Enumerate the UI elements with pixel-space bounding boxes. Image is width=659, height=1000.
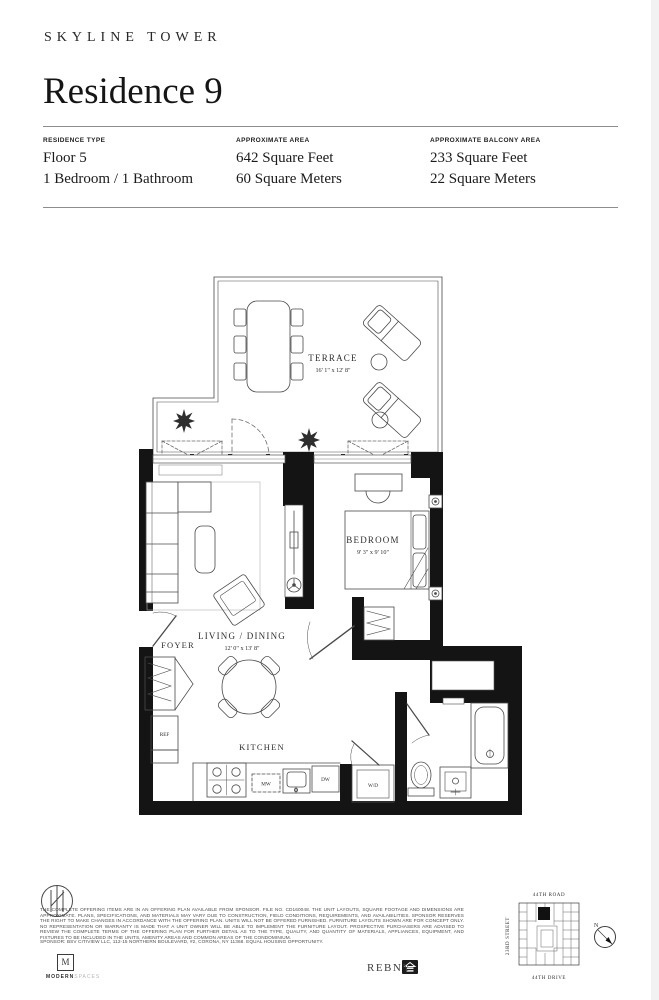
plant bbox=[293, 424, 326, 457]
toilet bbox=[408, 762, 434, 796]
bedroom-dims: 9' 3" x 9' 10" bbox=[356, 549, 390, 556]
key-plan-unit-highlight bbox=[538, 907, 550, 920]
compass bbox=[594, 923, 616, 948]
bedroom-closet bbox=[364, 607, 394, 640]
living-dining-dims: 12' 0" x 13' 8" bbox=[224, 645, 260, 652]
terrace-dining-table bbox=[234, 301, 303, 392]
brokerage-name-secondary: SPACES bbox=[74, 974, 101, 980]
wall-outlet-symbol bbox=[429, 495, 442, 508]
stove bbox=[207, 763, 246, 797]
bedroom-label: BEDROOM bbox=[346, 535, 400, 545]
spec-label: RESIDENCE TYPE bbox=[43, 137, 106, 144]
dining-table-round bbox=[217, 655, 282, 720]
brokerage-name bbox=[46, 974, 100, 980]
terrace-label: TERRACE bbox=[308, 353, 358, 363]
spec-value-line1: 642 Square Feet bbox=[236, 150, 334, 166]
washer-dryer-label: W/D bbox=[367, 783, 379, 789]
rebny-logo: REBNY bbox=[367, 962, 412, 974]
kitchen-label: KITCHEN bbox=[239, 742, 285, 752]
window-band bbox=[153, 455, 411, 463]
armchair bbox=[213, 574, 266, 627]
legal-disclaimer: THE COMPLETE OFFERING ITEMS ARE IN AN OFFERING PLAN AVAILABLE FROM SPONSOR. FILE NO. CD160048. THE UNIT LAYOUTS, SQUARE FOOTAGE AND DIMENSIONS ARE APPROXIMATE. PLANS, SPECIFICATIONS, AND MATERIALS MAY VARY DUE TO CONSTRUCTION, FIELD CONDITIONS, REQUIREMENTS, AND AVAILABILITIES. SPONSOR RESERVES THE RIGHT TO MAKE CHANGES IN ACCORDANCE WITH THE OFFERING PLAN. UNITS WILL NOT BE OFFERED FURNISHED. FURNITURE LAYOUTS SHOWN ARE FOR CONCEPT ONLY. NO REPRESENTATION OR WARRANTY IS MADE THAT A UNIT OWNER WILL BE ABLE TO IMPLEMENT THE FURNITURE LAYOUT. PROSPECTIVE PURCHASERS ARE ADVISED TO REVIEW THE COMPLETE TERMS OF THE OFFERING PLAN FOR FURTHER DETAIL AS TO THE TYPE, QUALITY, AND QUANTITY OF MATERIALS, APPLIANCES, EQUIPMENT, AND FIXTURES TO BE INCLUDED IN THE UNITS, AMENITY AREAS AND COMMON AREAS OF THE CONDOMINIUM. bbox=[40, 907, 464, 940]
page-title: Residence 9 bbox=[43, 71, 223, 112]
street-label-bottom: 44TH DRIVE bbox=[531, 976, 567, 981]
sponsor-line: SPONSOR: BSV CITIVIEW LLC, 112-15 NORTHERN BOULEVARD, #2, CORONA, NY 11368. EQUAL HOUSING OPPORTUNITY. bbox=[40, 939, 324, 944]
plant bbox=[168, 405, 201, 438]
bathroom-shelf bbox=[443, 698, 464, 704]
spec-label: APPROXIMATE AREA bbox=[236, 137, 310, 144]
street-label-top: 44TH ROAD bbox=[532, 893, 566, 898]
living-dining-label: LIVING / DINING bbox=[198, 631, 286, 641]
wall-outlet-symbol bbox=[429, 587, 442, 600]
terrace-lounge-chair bbox=[362, 381, 422, 439]
compass-north-label: N bbox=[594, 923, 599, 929]
spec-value-line1: 233 Square Feet bbox=[430, 150, 528, 166]
dishwasher-label: DW bbox=[321, 777, 330, 783]
brokerage-name-primary: MODERN bbox=[46, 974, 75, 980]
bathroom-vanity bbox=[440, 767, 471, 798]
spec-value-line2: 22 Square Meters bbox=[430, 171, 536, 187]
bedroom-console bbox=[355, 474, 402, 503]
spec-value-line2: 60 Square Meters bbox=[236, 171, 342, 187]
terrace-dims: 16' 1" x 12' 8" bbox=[315, 367, 351, 374]
terrace-door-swing bbox=[232, 419, 269, 456]
street-label-left: 23RD STREET bbox=[506, 916, 511, 956]
terrace-side-table bbox=[372, 412, 388, 428]
terrace-outline bbox=[153, 277, 442, 456]
mechanical-niche bbox=[432, 661, 494, 690]
console-table bbox=[159, 465, 222, 475]
foyer-label: FOYER bbox=[161, 640, 195, 650]
kitchen-sink bbox=[283, 769, 310, 793]
spec-label: APPROXIMATE BALCONY AREA bbox=[430, 137, 541, 144]
sofa bbox=[146, 482, 211, 603]
terrace-lounge-chair bbox=[362, 304, 422, 362]
key-plan bbox=[506, 893, 616, 981]
coffee-table bbox=[195, 526, 215, 573]
bathroom-door bbox=[407, 704, 429, 743]
bedroom-door bbox=[310, 626, 354, 659]
spec-value-line1: Floor 5 bbox=[43, 150, 87, 166]
brokerage-monogram: M bbox=[57, 954, 74, 971]
building-name: SKYLINE TOWER bbox=[44, 30, 222, 45]
bedroom-door-swing bbox=[307, 622, 313, 659]
spec-value-line2: 1 Bedroom / 1 Bathroom bbox=[43, 171, 193, 187]
terrace-side-table bbox=[371, 354, 387, 370]
bathtub bbox=[471, 703, 508, 768]
refrigerator-label: REF bbox=[159, 732, 170, 738]
washer-dryer bbox=[351, 741, 394, 802]
terrace-planter bbox=[348, 441, 408, 457]
microwave-label: MW bbox=[261, 781, 271, 788]
